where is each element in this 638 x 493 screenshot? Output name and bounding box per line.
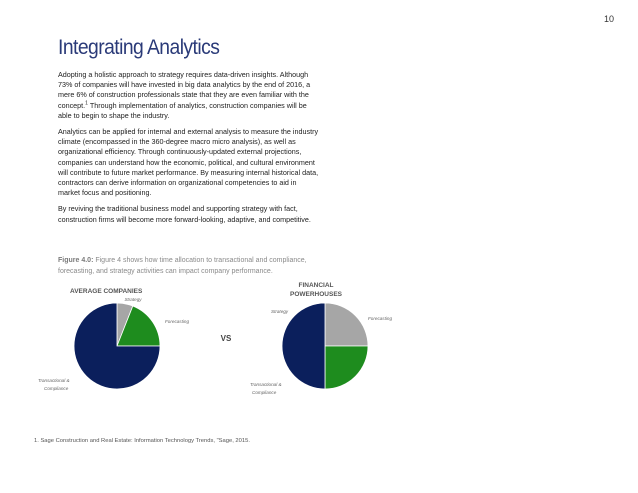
- footnote: 1. Sage Construction and Real Estate: Information Technology Trends, "Sage, 2015.: [34, 438, 250, 444]
- pie-slice-fin-transactional-compliance: [282, 303, 325, 389]
- label-transactional-avg-line2: Compliance: [44, 386, 69, 391]
- pie-chart-average-companies: [74, 303, 160, 389]
- figure-label: Figure 4.0:: [58, 257, 94, 264]
- figure-caption-text: Figure 4 shows how time allocation to transactional and compliance, forecasting, and strategy activities can impact company performance.: [58, 257, 307, 275]
- page-title: Integrating Analytics: [58, 36, 220, 59]
- label-forecasting-fin: Forecasting: [368, 316, 393, 321]
- paragraph-3: By reviving the traditional business model and supporting strategy with fact, construction firms will become more forward-looking, adaptive, and competitive.: [58, 204, 311, 224]
- label-strategy-fin: Strategy: [271, 309, 289, 314]
- label-forecasting-avg: Forecasting: [165, 319, 190, 324]
- chart-title-average-companies: AVERAGE COMPANIES: [70, 288, 143, 295]
- paragraph-1-text-b: Through implementation of analytics, construction companies will be able to begin to shape the industry.: [58, 100, 307, 120]
- vs-label: VS: [220, 334, 232, 343]
- page-number: 10: [603, 14, 614, 24]
- footnote-ref: 1: [85, 100, 88, 107]
- paragraph-1-text-a: Adopting a holistic approach to strategy requires data-driven insights. Although 73% of companies will have invested in big data analytics by the end of 2016, a mere 6% of construction professionals state that they are even familiar with the concept.: [58, 70, 311, 110]
- paragraph-2: Analytics can be applied for internal and external analysis to measure the industry climate (encompassed in the 360-degree macro micro analysis), as well as organizational efficiency. Through continuously-updated external projections, companies can understand how the economic, political, and cultural environment will contribute to future market performance. By measuring internal historical data, contractors can derive information on organizational competencies to aid in market focus and positioning.: [58, 127, 319, 198]
- pie-chart-financial-powerhouses: [282, 303, 368, 389]
- label-transactional-fin-line1: Transactional &: [250, 382, 282, 387]
- pie-slice-fin-strategy: [325, 303, 368, 346]
- label-strategy-avg: Strategy: [124, 297, 142, 302]
- chart-title-financial-line2: POWERHOUSES: [289, 291, 343, 298]
- chart-title-financial-line1: FINANCIAL: [298, 282, 334, 289]
- label-transactional-avg-line1: Transactional &: [38, 378, 70, 383]
- label-transactional-fin-line2: Compliance: [252, 390, 277, 395]
- pie-slice-fin-forecasting: [325, 346, 368, 389]
